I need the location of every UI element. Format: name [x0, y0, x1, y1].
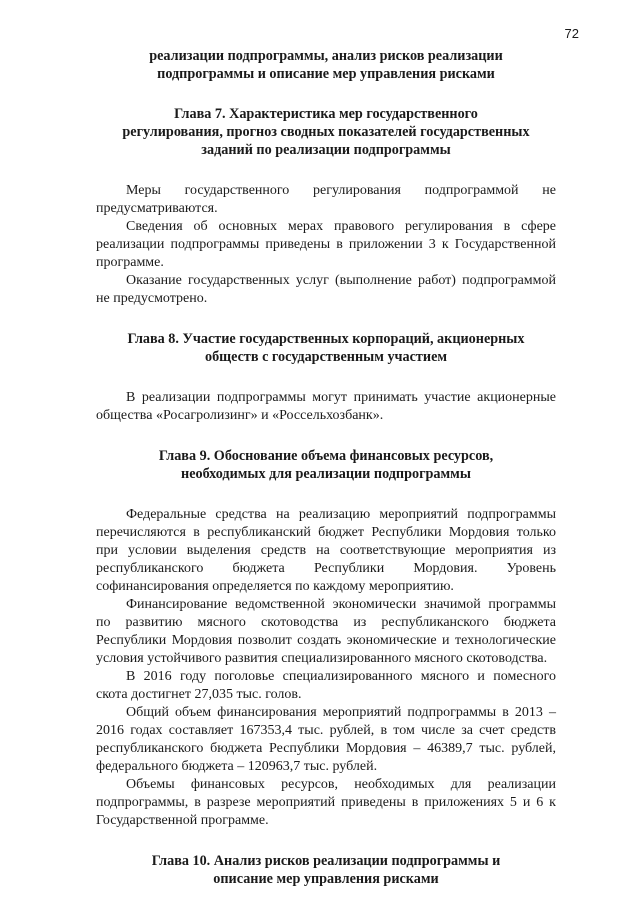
- chapter-8-heading: [96, 330, 556, 366]
- page-number: 72: [564, 26, 579, 41]
- heading-line: обществ с государственным участием: [204, 349, 448, 365]
- chapter-9-heading: [96, 447, 556, 483]
- heading-line: Глава 9. Обоснование объема финансовых ресурсов,: [158, 448, 494, 464]
- heading-line: необходимых для реализации подпрограммы: [181, 466, 471, 482]
- heading-line: регулирования, прогноз сводных показателей государственных: [122, 124, 530, 140]
- chapter-9-paragraph: Общий объем финансирования мероприятий подпрограммы в 2013 – 2016 годах составляет 167353,4 тыс. рублей, в том числе за счет средств республиканского бюджета Республики Мордовия – 46389,7 тыс. рублей, федерального бюджета – 120963,7 тыс. рублей.: [96, 705, 556, 774]
- heading-line: подпрограммы и описание мер управления рисками: [157, 66, 495, 82]
- chapter-7-paragraph: Оказание государственных услуг (выполнение работ) подпрограммой не предусмотрено.: [96, 273, 556, 306]
- heading-line: Глава 8. Участие государственных корпораций, акционерных: [127, 331, 525, 347]
- chapter-10-heading: [96, 852, 556, 888]
- chapter-7-paragraph: Сведения об основных мерах правового регулирования в сфере реализации подпрограммы приведены в приложении 3 к Государственной программе.: [96, 219, 556, 270]
- page-content: [96, 47, 556, 888]
- heading-line: заданий по реализации подпрограммы: [201, 142, 451, 158]
- heading-line: реализации подпрограммы, анализ рисков реализации: [149, 48, 503, 64]
- chapter-9-paragraph: Федеральные средства на реализацию мероприятий подпрограммы перечисляются в республиканский бюджет Республики Мордовия только при условии выделения средств на соответствующие мероприятия из республиканского бюджета Республики Мордовия. Уровень софинансирования определяется по каждому мероприятию.: [96, 507, 556, 594]
- heading-line: Глава 7. Характеристика мер государственного: [174, 106, 478, 122]
- heading-line: описание мер управления рисками: [213, 871, 439, 887]
- chapter-7-paragraph: Меры государственного регулирования подпрограммой не предусматриваются.: [96, 183, 556, 216]
- chapter-9-paragraph: Финансирование ведомственной экономически значимой программы по развитию мясного скотоводства из республиканского бюджета Республики Мордовия позволит создать экономические и технологические условия устойчивого развития специализированного мясного скотоводства.: [96, 597, 556, 666]
- chapter-8-paragraph: В реализации подпрограммы могут принимать участие акционерные общества «Росагролизинг» и «Россельхозбанк».: [96, 390, 556, 423]
- chapter-9-paragraph: Объемы финансовых ресурсов, необходимых для реализации подпрограммы, в разрезе мероприятий приведены в приложениях 5 и 6 к Государственной программе.: [96, 777, 556, 828]
- chapter-7-heading: [96, 105, 556, 159]
- continued-heading: [96, 47, 556, 83]
- chapter-9-paragraph: В 2016 году поголовье специализированного мясного и помесного скота достигнет 27,035 тыс. голов.: [96, 669, 556, 702]
- heading-line: Глава 10. Анализ рисков реализации подпрограммы и: [151, 853, 501, 869]
